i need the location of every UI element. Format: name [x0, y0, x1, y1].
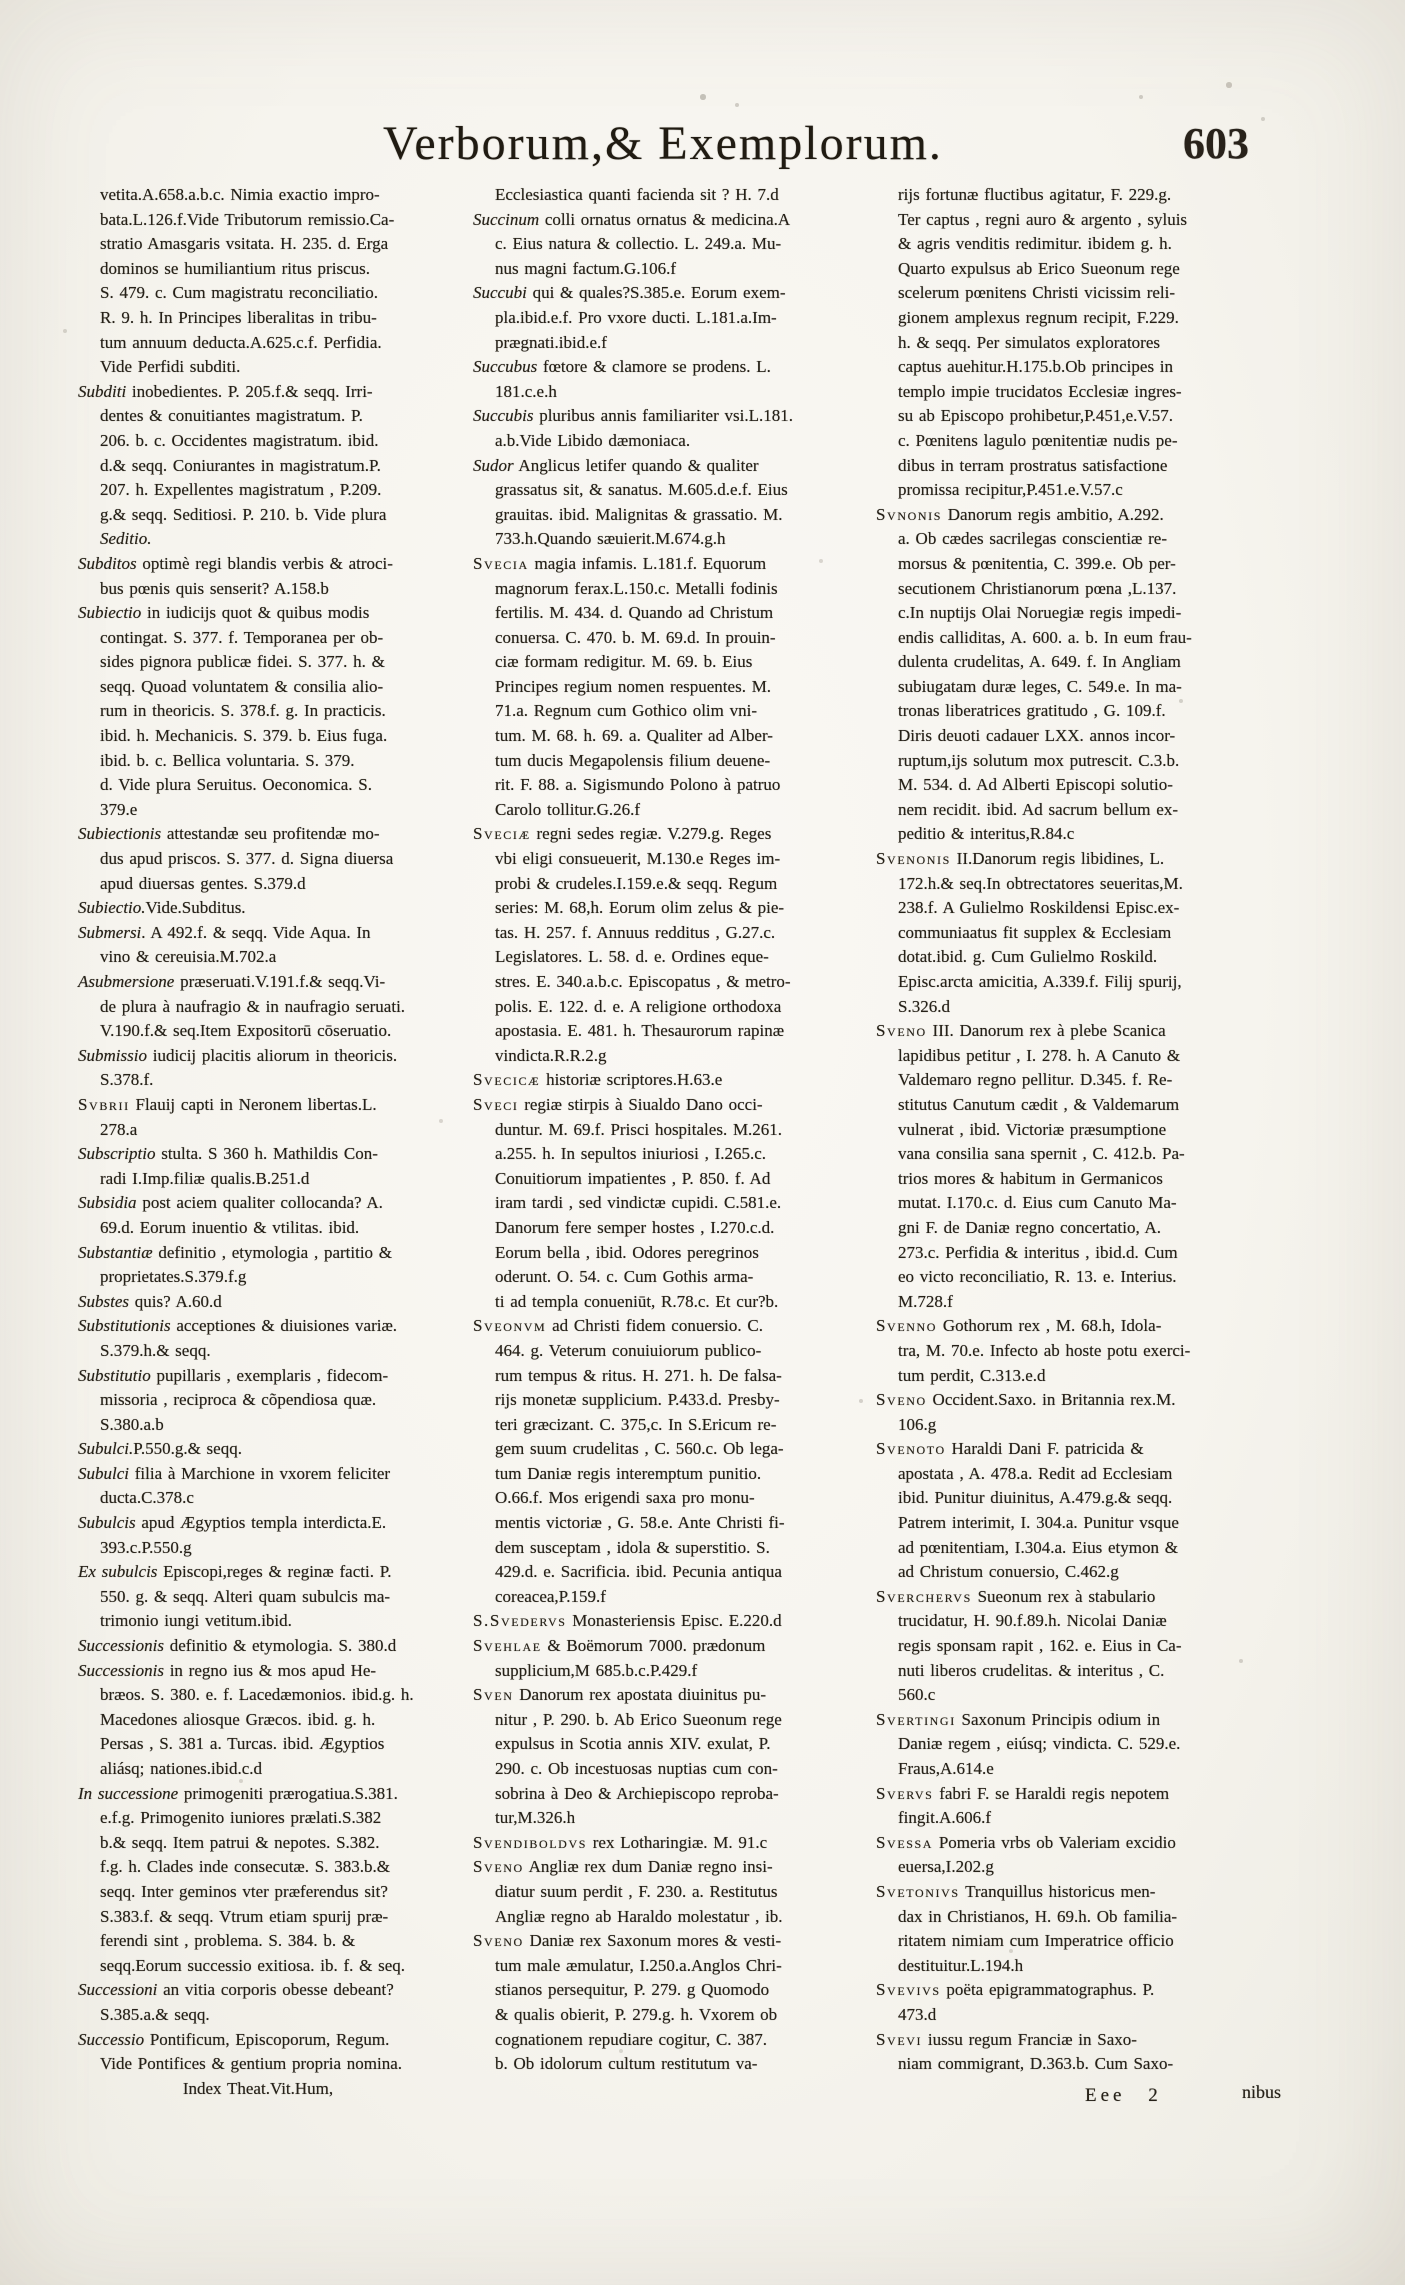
index-line: Svehlae & Boëmorum 7000. prædonum: [473, 1636, 766, 1656]
index-line: Successionis in regno ius & mos apud He-: [78, 1660, 377, 1680]
index-line: Subulci filia à Marchione in vxorem feliciter: [78, 1463, 391, 1483]
entry-headword-smallcaps: Svbrii: [78, 1094, 130, 1114]
entry-headword-italic: Succubis: [473, 406, 534, 426]
index-line: teri græcizant. C. 375,c. In S.Ericum re-: [495, 1414, 777, 1434]
index-line: M.728.f: [898, 1291, 953, 1311]
index-line: duntur. M. 69.f. Prisci hospitales. M.261.: [495, 1119, 783, 1139]
index-line: ruptum,ijs solutum mox putrescit. C.3.b.: [898, 750, 1180, 770]
entry-headword-italic: Successionis: [78, 1660, 164, 1680]
index-line: stianos persequitur, P. 279. g Quomodo: [495, 1980, 770, 2000]
index-line: S.379.h.& seqq.: [100, 1340, 211, 1360]
entry-headword-smallcaps: Sveciæ: [473, 824, 531, 844]
index-line: Successioni an vitia corporis obesse debeant?: [78, 1980, 394, 2000]
index-line: Svecia magia infamis. L.181.f. Equorum: [473, 553, 767, 573]
index-line: Index Theat.Vit.Hum,: [182, 2078, 334, 2098]
index-line: templo impie trucidatos Ecclesiæ ingres-: [898, 381, 1182, 401]
index-line: communiaatus fit supplex & Ecclesiam: [898, 922, 1172, 942]
index-line: eo victo reconciliatio, R. 13. e. Interius.: [898, 1267, 1177, 1287]
index-line: Svenonis II.Danorum regis libidines, L.: [876, 849, 1165, 869]
index-line: magnorum ferax.L.150.c. Metalli fodinis: [495, 578, 778, 598]
index-line: Ex subulcis Episcopi,reges & reginæ facti. P.: [78, 1562, 392, 1582]
index-line: subiugatam duræ leges, C. 549.e. In ma-: [898, 676, 1182, 696]
index-line: secutionem Christianorum pœna ,L.137.: [898, 578, 1177, 598]
index-line: Subditos optimè regi blandis verbis & atroci-: [78, 553, 393, 573]
index-line: cognationem repudiare cogitur, C. 387.: [495, 2029, 768, 2049]
scan-speckles: [0, 0, 2, 2]
index-line: fingit.A.606.f: [898, 1808, 992, 1828]
index-line: tur,M.326.h: [495, 1808, 576, 1828]
index-line: peditio & interitus,R.84.c: [898, 824, 1075, 844]
index-line: dus apud priscos. S. 377. d. Signa diuersa: [100, 849, 394, 869]
index-line: conuersa. C. 470. b. M. 69.d. In prouin-: [495, 627, 776, 647]
index-line: 560.c: [898, 1685, 936, 1705]
index-line: [78, 527, 438, 552]
index-line: 238.f. A Gulielmo Roskildensi Episc.ex-: [898, 898, 1180, 918]
entry-headword-smallcaps: Svertingi: [876, 1709, 956, 1729]
index-line: ibid. Punitur diuinitus, A.479.g.& seqq.: [898, 1488, 1173, 1508]
entry-headword-italic: Subsidia: [78, 1193, 137, 1213]
entry-headword-italic: Subditos: [78, 553, 137, 573]
index-line: Patrem interimit, I. 304.a. Punitur vsque: [898, 1513, 1179, 1533]
index-line: nuti liberos crudelitas. & interitus , C.: [898, 1660, 1165, 1680]
index-line: ducta.C.378.c: [100, 1488, 194, 1508]
index-line: promissa recipitur,P.451.e.V.57.c: [898, 480, 1123, 500]
entry-headword-smallcaps: Svehlae: [473, 1636, 542, 1656]
index-line: Episc.arcta amicitia, A.339.f. Filij spurij,: [898, 972, 1182, 991]
index-line: de plura à naufragio & in naufragio seruati.: [100, 996, 406, 1016]
index-line: missoria , reciproca & cõpendiosa quæ.: [100, 1390, 377, 1410]
index-line: lapidibus petitur , I. 278. h. A Canuto &: [898, 1045, 1181, 1065]
entry-headword-smallcaps: Svnonis: [876, 504, 942, 524]
index-line: c.In nuptijs Olai Noruegiæ regis impedi-: [898, 603, 1182, 623]
entry-headword-smallcaps: Sveno: [473, 1931, 524, 1951]
index-line: 550. g. & seqq. Alteri quam subulcis ma-: [100, 1586, 391, 1606]
index-line: morsus & pœnitentia, C. 399.e. Ob per-: [898, 553, 1176, 573]
entry-headword-smallcaps: Svecicæ: [473, 1070, 541, 1090]
entry-headword-italic: Succubus: [473, 357, 538, 377]
entry-headword-italic: In successione: [78, 1783, 179, 1803]
index-column-3: [876, 183, 1256, 2077]
index-line: bræos. S. 380. e. f. Lacedæmonios. ibid.g. h.: [100, 1685, 414, 1705]
index-line: Valdemaro regno pellitur. D.345. f. Re-: [898, 1070, 1173, 1090]
index-line: trimonio iungi vetitum.ibid.: [100, 1611, 292, 1631]
index-line: prægnati.ibid.e.f: [495, 332, 607, 352]
index-line: regis sponsam rapit , 162. e. Eius in Ca-: [898, 1636, 1182, 1656]
index-line: supplicium,M 685.b.c.P.429.f: [495, 1660, 698, 1680]
index-line: Sveno Daniæ rex Saxonum mores & vesti-: [473, 1931, 782, 1951]
index-line: probi & crudeles.I.159.e.& seqq. Regum: [495, 873, 778, 893]
index-line: Subsidia post aciem qualiter collocanda? A.: [78, 1193, 383, 1213]
index-line: 429.d. e. Sacrificia. ibid. Pecunia antiqua: [495, 1562, 782, 1582]
index-line: 207. h. Expellentes magistratum , P.209.: [100, 480, 382, 500]
index-line: Substes quis? A.60.d: [78, 1291, 222, 1311]
index-line: tra, M. 70.e. Infecto ab hoste potu exerci-: [898, 1340, 1191, 1360]
index-line: d.& seqq. Coniurantes in magistratum.P.: [100, 455, 381, 475]
entry-headword-smallcaps: Sveno: [876, 1390, 927, 1410]
index-line: S.378.f.: [100, 1070, 154, 1090]
index-line: aliásq; nationes.ibid.c.d: [100, 1759, 263, 1778]
index-line: series: M. 68,h. Eorum olim zelus & pie-: [495, 898, 785, 918]
index-line: vulnerat , ibid. Victoriæ præsumptione: [898, 1119, 1167, 1139]
entry-headword-italic: Subiectio: [78, 603, 142, 623]
index-column-1: [78, 183, 438, 2101]
entry-headword-smallcaps: Sveonvm: [473, 1316, 547, 1336]
index-line: h. & seqq. Per simulatos exploratores: [898, 332, 1160, 352]
entry-headword-italic: Subiectio.: [78, 898, 146, 918]
entry-headword-smallcaps: Svevivs: [876, 1980, 941, 2000]
index-line: In successione primogeniti prærogatiua.S.381.: [78, 1783, 398, 1803]
index-line: Sveonvm ad Christi fidem conuersio. C.: [473, 1316, 763, 1336]
index-line: seqq.Eorum successio exitiosa. ib. f. & seq.: [100, 1955, 406, 1975]
index-line: coreacea,P.159.f: [495, 1586, 606, 1606]
index-line: Carolo tollitur.G.26.f: [495, 799, 641, 819]
index-line: bus pœnis quis senserit? A.158.b: [100, 578, 329, 598]
entry-headword-smallcaps: Sveno: [473, 1857, 524, 1877]
entry-headword-smallcaps: Svervs: [876, 1783, 934, 1803]
index-line: S.380.a.b: [100, 1414, 164, 1434]
index-line: c. Pœnitens lagulo pœnitentiæ nudis pe-: [898, 430, 1178, 450]
index-line: Sverchervs Sueonum rex à stabulario: [876, 1586, 1156, 1606]
index-line: vindicta.R.R.2.g: [495, 1045, 607, 1065]
index-line: stres. E. 340.a.b.c. Episcopatus , & metro-: [495, 972, 791, 991]
index-line: tum Daniæ regis interemptum punitio.: [495, 1463, 762, 1483]
index-line: Svessa Pomeria vrbs ob Valeriam excidio: [876, 1832, 1176, 1852]
index-line: Legislatores. L. 58. d. e. Ordines eque-: [495, 947, 769, 967]
index-line: Subulci.P.550.g.& seqq.: [78, 1439, 242, 1459]
index-line: 273.c. Perfidia & interitus , ibid.d. Cum: [898, 1242, 1178, 1262]
index-line: Subiectio in iudicijs quot & quibus modis: [78, 603, 370, 623]
index-line: Subulcis apud Ægyptios templa interdicta.E.: [78, 1513, 387, 1533]
index-line: grauitas. ibid. Malignitas & grassatio. M.: [495, 504, 783, 524]
index-line: vbi eligi consueuerit, M.130.e Reges im-: [495, 849, 781, 869]
index-line: expulsus in Scotia annis XIV. exulat, P.: [495, 1734, 771, 1754]
index-line: Svertingi Saxonum Principis odium in: [876, 1709, 1161, 1729]
index-line: oderunt. O. 54. c. Cum Gothis arma-: [495, 1267, 754, 1287]
index-line: proprietates.S.379.f.g: [100, 1267, 247, 1287]
index-line: Sveno Occident.Saxo. in Britannia rex.M.: [876, 1390, 1176, 1410]
index-line: ad pœnitentiam, I.304.a. Eius etymon &: [898, 1537, 1178, 1557]
index-line: dominos se humiliantium ritus priscus.: [100, 258, 370, 278]
index-line: a.255. h. In sepultos iniuriosi , I.265.c.: [495, 1144, 767, 1164]
index-line: S.383.f. & seqq. Vtrum etiam spurij præ-: [100, 1906, 389, 1926]
index-line: fertilis. M. 434. d. Quando ad Christum: [495, 603, 774, 623]
index-line: Svecicæ historiæ scriptores.H.63.e: [473, 1070, 723, 1090]
entry-headword-italic: Successioni: [78, 1980, 158, 2000]
index-line: vana consilia sana spernit , C. 412.b. Pa-: [898, 1144, 1185, 1164]
index-line: 71.a. Regnum cum Gothico olim vni-: [495, 701, 757, 721]
index-line: Persas , S. 381 a. Turcas. ibid. Ægyptios: [100, 1734, 385, 1754]
index-line: ibid. h. Mechanicis. S. 379. b. Eius fuga.: [100, 726, 388, 746]
signature-mark: Eee 2: [1085, 2085, 1162, 2106]
index-line: Ter captus , regni auro & argento , syluis: [898, 209, 1188, 229]
entry-headword-italic: Submersi: [78, 922, 142, 942]
index-line: bata.L.126.f.Vide Tributorum remissio.Ca-: [100, 209, 395, 229]
index-line: Svenoto Haraldi Dani F. patricida &: [876, 1439, 1144, 1459]
index-line: tum ducis Megapolensis filium deuene-: [495, 750, 771, 770]
index-line: tas. H. 257. f. Annuus redditus , G.27.c.: [495, 922, 776, 942]
index-line: rijs fortunæ fluctibus agitatur, F. 229.g.: [898, 185, 1172, 204]
index-line: nus magni factum.G.106.f: [495, 258, 676, 278]
index-line: Sveno Angliæ rex dum Daniæ regno insi-: [473, 1857, 773, 1877]
index-line: Eorum bella , ibid. Odores peregrinos: [495, 1242, 759, 1262]
entry-headword-smallcaps: Svessa: [876, 1832, 934, 1852]
index-line: ad Christum conuersio, C.462.g: [898, 1562, 1119, 1582]
index-line: V.190.f.& seq.Item Expositorū cōseruatio.: [100, 1021, 392, 1041]
index-line: Svevi iussu regum Franciæ in Saxo-: [876, 2029, 1137, 2049]
index-line: 181.c.e.h: [495, 381, 557, 401]
index-line: Succubis pluribus annis familiariter vsi.L.181.: [473, 406, 793, 426]
index-line: 379.e: [100, 799, 138, 819]
entry-headword-italic: Seditio.: [100, 529, 152, 549]
entry-headword-italic: Substantiæ: [78, 1242, 153, 1262]
index-line: 106.g: [898, 1414, 937, 1434]
index-line: b. Ob idolorum cultum restitutum va-: [495, 2054, 758, 2074]
index-line: ti ad templa conueniūt, R.78.c. Et cur?b.: [495, 1291, 779, 1311]
entry-headword-italic: Submissio: [78, 1045, 147, 1065]
index-line: Succubi qui & quales?S.385.e. Eorum exem-: [473, 283, 786, 303]
index-line: vetita.A.658.a.b.c. Nimia exactio impro-: [100, 185, 380, 204]
entry-headword-italic: Successio: [78, 2029, 145, 2049]
index-line: nem recidit. ibid. Ad sacrum bellum ex-: [898, 799, 1178, 819]
index-line: Submissio iudicij placitis aliorum in theoricis.: [78, 1045, 398, 1065]
index-line: rijs monetæ supplicium. P.433.d. Presby-: [495, 1390, 780, 1410]
index-line: rum tempus & ritus. H. 271. h. De falsa-: [495, 1365, 782, 1385]
index-line: destituitur.L.194.h: [898, 1955, 1024, 1975]
index-line: trios mores & habitum in Germanicos: [898, 1168, 1163, 1188]
index-line: 69.d. Eorum inuentio & vtilitas. ibid.: [100, 1217, 360, 1237]
index-line: scelerum pœnitens Christi vicissim reli-: [898, 283, 1176, 303]
index-line: tum perdit, C.313.e.d: [898, 1365, 1046, 1385]
index-line: rit. F. 88. a. Sigismundo Polono à patruo: [495, 775, 781, 795]
index-line: polis. E. 122. d. e. A religione orthodoxa: [495, 996, 782, 1016]
index-line: Svetonivs Tranquillus historicus men-: [876, 1881, 1156, 1901]
entry-headword-smallcaps: Sven: [473, 1685, 514, 1705]
index-line: Principes regium nomen respuentes. M.: [495, 676, 772, 696]
index-line: endis calliditas, A. 600. a. b. In eum frau-: [898, 627, 1192, 647]
index-line: Svnonis Danorum regis ambitio, A.292.: [876, 504, 1164, 524]
index-line: apud diuersas gentes. S.379.d: [100, 873, 306, 893]
index-line: a. Ob cædes sacrilegas conscientiæ re-: [898, 529, 1168, 549]
entry-headword-italic: Succinum: [473, 209, 540, 229]
index-line: mentis victoriæ , G. 58.e. Ante Christi fi-: [495, 1513, 785, 1533]
index-line: Daniæ regem , eiúsq; vindicta. C. 529.e.: [898, 1734, 1181, 1754]
page-number: 603: [1183, 119, 1249, 168]
entry-headword-italic: Sudor: [473, 455, 514, 475]
index-line: Sven Danorum rex apostata diuinitus pu-: [473, 1685, 767, 1705]
index-line: tum annuum deducta.A.625.c.f. Perfidia.: [100, 332, 382, 352]
entry-headword-smallcaps: S.Svedervs: [473, 1611, 567, 1631]
entry-headword-smallcaps: Svenoto: [876, 1439, 946, 1459]
catchword: nibus: [1242, 2082, 1282, 2102]
index-line: radi I.Imp.filiæ qualis.B.251.d: [100, 1168, 310, 1188]
index-line: ibid. b. c. Bellica voluntaria. S. 379.: [100, 750, 355, 770]
index-line: apostasia. E. 481. h. Thesaurorum rapinæ: [495, 1021, 785, 1041]
index-line: Successio Pontificum, Episcoporum, Regum.: [78, 2029, 390, 2049]
index-line: g.& seqq. Seditiosi. P. 210. b. Vide plura: [100, 504, 387, 524]
entry-headword-smallcaps: Sveci: [473, 1094, 519, 1114]
index-line: Succubus fœtore & clamore se prodens. L.: [473, 357, 771, 377]
index-line: tronas liberatrices gratitudo , G. 109.f.: [898, 701, 1166, 721]
index-line: stitutus Canutum cædit , & Valdemarum: [898, 1094, 1180, 1114]
index-line: Vide Perfidi subditi.: [100, 357, 241, 377]
entry-headword-italic: Successionis: [78, 1636, 164, 1656]
index-line: dentes & conuitiantes magistratum. P.: [100, 406, 363, 426]
index-line: stratio Amasgaris vsitata. H. 235. d. Erga: [100, 234, 389, 254]
entry-headword-smallcaps: Svevi: [876, 2029, 923, 2049]
index-line: Subiectionis attestandæ seu profitendæ mo-: [78, 824, 380, 844]
index-line: Submersi. A 492.f. & seqq. Vide Aqua. In: [78, 922, 371, 942]
entry-headword-italic: Substitutionis: [78, 1316, 171, 1336]
index-line: pla.ibid.e.f. Pro vxore ducti. L.181.a.Im-: [495, 307, 777, 327]
index-line: S.Svedervs Monasteriensis Episc. E.220.d: [473, 1611, 782, 1631]
index-line: Ecclesiastica quanti facienda sit ? H. 7.d: [495, 185, 779, 204]
index-line: 290. c. Ob incestuosas nuptias cum con-: [495, 1759, 778, 1778]
index-line: Svenno Gothorum rex , M. 68.h, Idola-: [876, 1316, 1162, 1336]
index-line: Vide Pontifices & gentium propria nomina.: [100, 2054, 403, 2074]
index-line: ferendi sint , problema. S. 384. b. &: [100, 1931, 356, 1951]
index-line: ritatem nimiam cum Imperatrice officio: [898, 1931, 1174, 1951]
index-line: dax in Christianos, H. 69.h. Ob familia-: [898, 1906, 1178, 1926]
entry-headword-italic: Substes: [78, 1291, 129, 1311]
entry-headword-italic: Subditi: [78, 381, 127, 401]
index-line: 733.h.Quando sæuierit.M.674.g.h: [495, 529, 726, 549]
index-line: apostata , A. 478.a. Redit ad Ecclesiam: [898, 1463, 1173, 1483]
index-line: e.f.g. Primogenito iuniores prælati.S.382: [100, 1808, 382, 1828]
index-line: vino & cereuisia.M.702.a: [100, 947, 277, 967]
index-line: dulenta crudelitas, A. 649. f. In Angliam: [898, 652, 1181, 672]
index-line: sobrina à Deo & Archiepiscopo reproba-: [495, 1783, 779, 1803]
entry-headword-italic: Subulci.: [78, 1439, 134, 1459]
index-line: tum male æmulatur, I.250.a.Anglos Chri-: [495, 1955, 782, 1975]
index-line: Sudor Anglicus letifer quando & qualiter: [473, 455, 759, 475]
index-line: R. 9. h. In Principes liberalitas in tribu-: [100, 307, 377, 327]
entry-headword-italic: Subulcis: [78, 1513, 136, 1533]
page-running-title: Verborum,& Exemplorum.: [383, 117, 943, 170]
index-line: niam commigrant, D.363.b. Cum Saxo-: [898, 2054, 1174, 2074]
index-line: Sveci regiæ stirpis à Siualdo Dano occi-: [473, 1094, 763, 1114]
index-line: contingat. S. 377. f. Temporanea per ob-: [100, 627, 384, 647]
index-line: Sveciæ regni sedes regiæ. V.279.g. Reges: [473, 824, 772, 844]
entry-headword-italic: Subulci: [78, 1463, 129, 1483]
entry-headword-italic: Subscriptio: [78, 1144, 156, 1164]
entry-headword-smallcaps: Sveno: [876, 1021, 927, 1041]
index-line: S.326.d: [898, 996, 950, 1016]
entry-headword-italic: Ex subulcis: [78, 1562, 158, 1582]
index-line: Subscriptio stulta. S 360 h. Mathildis Con-: [78, 1144, 378, 1164]
index-line: seqq. Inter geminos vter præferendus sit?: [100, 1881, 388, 1901]
index-line: Conuitiorum impatientes , P. 850. f. Ad: [495, 1168, 771, 1188]
index-line: c. Eius natura & collectio. L. 249.a. Mu-: [495, 234, 782, 254]
index-line: d. Vide plura Seruitus. Oeconomica. S.: [100, 775, 372, 795]
entry-headword-smallcaps: Svenno: [876, 1316, 938, 1336]
index-line: 464. g. Veterum conuiuiorum publico-: [495, 1340, 762, 1360]
index-line: Quarto expulsus ab Erico Sueonum rege: [898, 258, 1180, 278]
index-line: 278.a: [100, 1119, 138, 1139]
index-line: Angliæ regno ab Haraldo molestatur , ib.: [495, 1906, 783, 1926]
index-line: dibus in terram prostratus satisfactione: [898, 455, 1168, 475]
entry-headword-smallcaps: Svendiboldvs: [473, 1832, 587, 1852]
index-line: gionem amplexus regnum recipit, F.229.: [898, 307, 1179, 327]
index-line: ciæ formam redigitur. M. 69. b. Eius: [495, 652, 753, 672]
index-line: Succinum colli ornatus ornatus & medicina.A: [473, 209, 791, 229]
index-line: a.b.Vide Libido dæmoniaca.: [495, 430, 691, 450]
index-line: gni F. de Daniæ regno concertatio, A.: [898, 1217, 1162, 1237]
index-line: Substitutio pupillaris , exemplaris , fidecom-: [78, 1365, 389, 1385]
index-line: trucidatur, H. 90.f.89.h. Nicolai Daniæ: [898, 1611, 1167, 1631]
index-line: gem suum crudelitas , C. 560.c. Ob lega-: [495, 1439, 784, 1459]
index-line: captus auehitur.H.175.b.Ob principes in: [898, 357, 1174, 377]
index-line: Fraus,A.614.e: [898, 1759, 994, 1778]
index-line: O.66.f. Mos erigendi saxa pro monu-: [495, 1488, 755, 1508]
entry-headword-italic: Succubi: [473, 283, 527, 303]
index-line: 473.d: [898, 2004, 937, 2024]
index-line: Svbrii Flauij capti in Neronem libertas.L.: [78, 1094, 377, 1114]
index-line: Subiectio.Vide.Subditus.: [78, 898, 246, 918]
index-line: Svendiboldvs rex Lotharingiæ. M. 91.c: [473, 1832, 768, 1852]
index-line: sides pignora publicæ fidei. S. 377. h. &: [100, 652, 385, 672]
index-line: Danorum fere semper hostes , I.270.c.d.: [495, 1217, 775, 1237]
entry-headword-italic: Asubmersione: [78, 972, 175, 991]
entry-headword-smallcaps: Svenonis: [876, 849, 951, 869]
entry-headword-smallcaps: Svecia: [473, 553, 529, 573]
index-line: S. 479. c. Cum magistratu reconciliatio.: [100, 283, 379, 303]
index-line: dotat.ibid. g. Cum Gulielmo Roskild.: [898, 947, 1158, 967]
index-line: 206. b. c. Occidentes magistratum. ibid.: [100, 430, 379, 450]
index-line: & qualis obierit, P. 279.g. h. Vxorem ob: [495, 2004, 778, 2024]
index-line: S.385.a.& seqq.: [100, 2004, 210, 2024]
index-line: rum in theoricis. S. 378.f. g. In practicis.: [100, 701, 386, 721]
index-line: tum. M. 68. h. 69. a. Qualiter ad Alber-: [495, 726, 773, 746]
entry-headword-italic: Substitutio: [78, 1365, 151, 1385]
index-line: Svervs fabri F. se Haraldi regis nepotem: [876, 1783, 1170, 1803]
index-line: Successionis definitio & etymologia. S. 380.d: [78, 1636, 397, 1656]
index-line: 393.c.P.550.g: [100, 1537, 192, 1557]
index-line: su ab Episcopo prohibetur,P.451,e.V.57.: [898, 406, 1174, 426]
entry-headword-smallcaps: Sverchervs: [876, 1586, 972, 1606]
index-column-2: [473, 183, 833, 2077]
index-line: iram tardi , sed vindictæ cupidi. C.581.e.: [495, 1193, 782, 1213]
index-line: seqq. Quoad voluntatem & consilia alio-: [100, 676, 384, 696]
entry-headword-smallcaps: Svetonivs: [876, 1881, 960, 1901]
entry-headword-italic: Subiectionis: [78, 824, 162, 844]
index-line: mutat. I.170.c. d. Eius cum Canuto Ma-: [898, 1193, 1177, 1213]
index-line: Substantiæ definitio , etymologia , partitio &: [78, 1242, 393, 1262]
index-line: nitur , P. 290. b. Ab Erico Sueonum rege: [495, 1709, 782, 1729]
index-line: Svevivs poëta epigrammatographus. P.: [876, 1980, 1155, 2000]
index-line: Macedones aliosque Græcos. ibid. g. h.: [100, 1709, 376, 1729]
index-line: grassatus sit, & sanatus. M.605.d.e.f. Eius: [495, 480, 788, 500]
index-line: M. 534. d. Ad Alberti Episcopi solutio-: [898, 775, 1173, 795]
index-line: dem susceptam , idola & superstitio. S.: [495, 1537, 770, 1557]
index-line: euersa,I.202.g: [898, 1857, 994, 1877]
index-line: f.g. h. Clades inde consecutæ. S. 383.b.&: [100, 1857, 390, 1877]
index-line: diatur suum perdit , F. 230. a. Restitutus: [495, 1881, 778, 1901]
index-line: b.& seqq. Item patrui & nepotes. S.382.: [100, 1832, 380, 1852]
index-line: Substitutionis acceptiones & diuisiones variæ.: [78, 1316, 398, 1336]
index-line: Subditi inobedientes. P. 205.f.& seqq. Irri-: [78, 381, 373, 401]
index-line: Sveno III. Danorum rex à plebe Scanica: [876, 1021, 1166, 1041]
index-line: Diris deuoti cadauer LXX. annos incor-: [898, 726, 1176, 746]
index-line: 172.h.& seq.In obtrectatores seueritas,M.: [898, 873, 1183, 893]
index-line: & agris venditis redimitur. ibidem g. h.: [898, 234, 1172, 254]
index-line: Asubmersione præseruati.V.191.f.& seqq.Vi-: [78, 972, 386, 991]
